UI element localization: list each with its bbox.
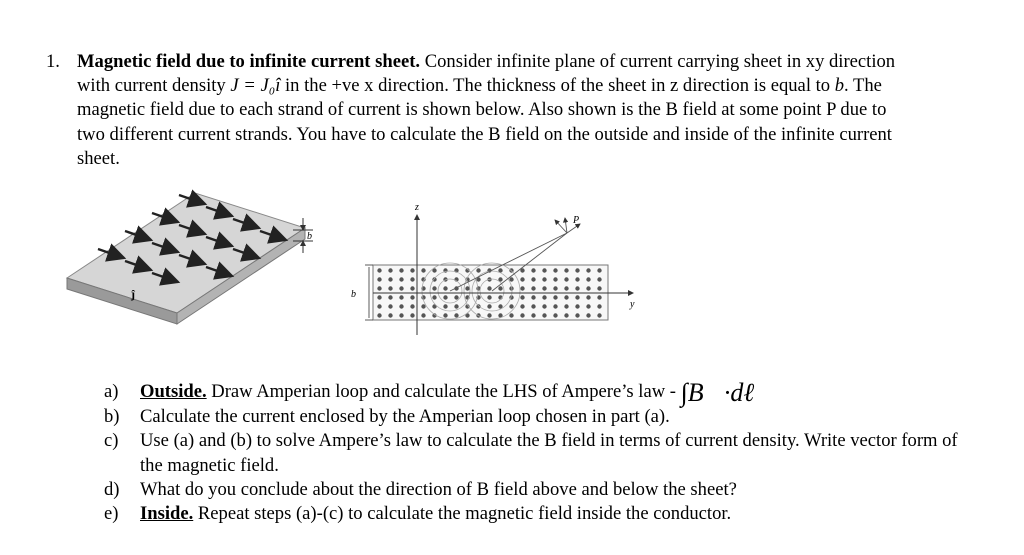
axis-y-label: y — [630, 299, 635, 310]
problem-number: 1. — [46, 51, 60, 72]
problem-text-3: . The magnetic field due to each strand of current is shown below. Also shown is the B field at some point P due to two different current strands. You have to calculate the B field on the outside and inside of the infinite current sheet. — [77, 75, 892, 169]
part-label: a) — [104, 381, 119, 402]
part-d — [104, 478, 984, 502]
part-b — [104, 405, 984, 429]
part-emphasis: Inside. — [140, 503, 194, 525]
part-emphasis: Outside. — [140, 381, 207, 402]
part-text: Repeat steps (a)-(c) to calculate the magnetic field inside the conductor. — [193, 503, 732, 525]
current-sheet-figure — [55, 185, 635, 350]
current-density-expr: J = J₀î — [230, 75, 281, 97]
part-label: b) — [104, 406, 120, 428]
part-a — [104, 380, 984, 405]
part-text: What do you conclude about the direction of B field above and below the sheet? — [140, 478, 737, 500]
part-text: Calculate the current enclosed by the Amperian loop chosen in part (a). — [140, 406, 670, 428]
thickness-label-right: b — [351, 289, 356, 300]
point-p-label: P — [573, 215, 580, 226]
part-label: c) — [104, 430, 119, 452]
part-text: Use (a) and (b) to solve Ampere’s law to calculate the B field in terms of current density. Write vector form of the magnetic field. — [140, 430, 958, 476]
problem-statement — [46, 50, 896, 171]
part-c — [104, 429, 984, 477]
thickness-symbol: b — [834, 75, 845, 97]
problem-text-2: in the +ve x direction. The thickness of the sheet in z direction is equal to — [280, 75, 835, 97]
part-label: d) — [104, 478, 120, 500]
problem-text-1: Consider infinite plane of current carrying sheet in xy direction with current density — [77, 51, 896, 97]
axis-z-label: z — [415, 202, 419, 213]
current-direction-label: ĵ — [131, 287, 135, 301]
ampere-integral: ∫B⃗·dℓ⃗ — [680, 378, 775, 407]
problem-title: Magnetic field due to infinite current sheet. — [77, 51, 421, 72]
thickness-label-left: b — [307, 231, 312, 242]
part-text: Draw Amperian loop and calculate the LHS of Ampere’s law - — [206, 381, 681, 402]
question-parts — [104, 380, 984, 526]
part-e — [104, 502, 984, 526]
thickness-indicator-right — [365, 265, 373, 320]
problem-text — [77, 50, 896, 171]
part-label: e) — [104, 503, 119, 525]
